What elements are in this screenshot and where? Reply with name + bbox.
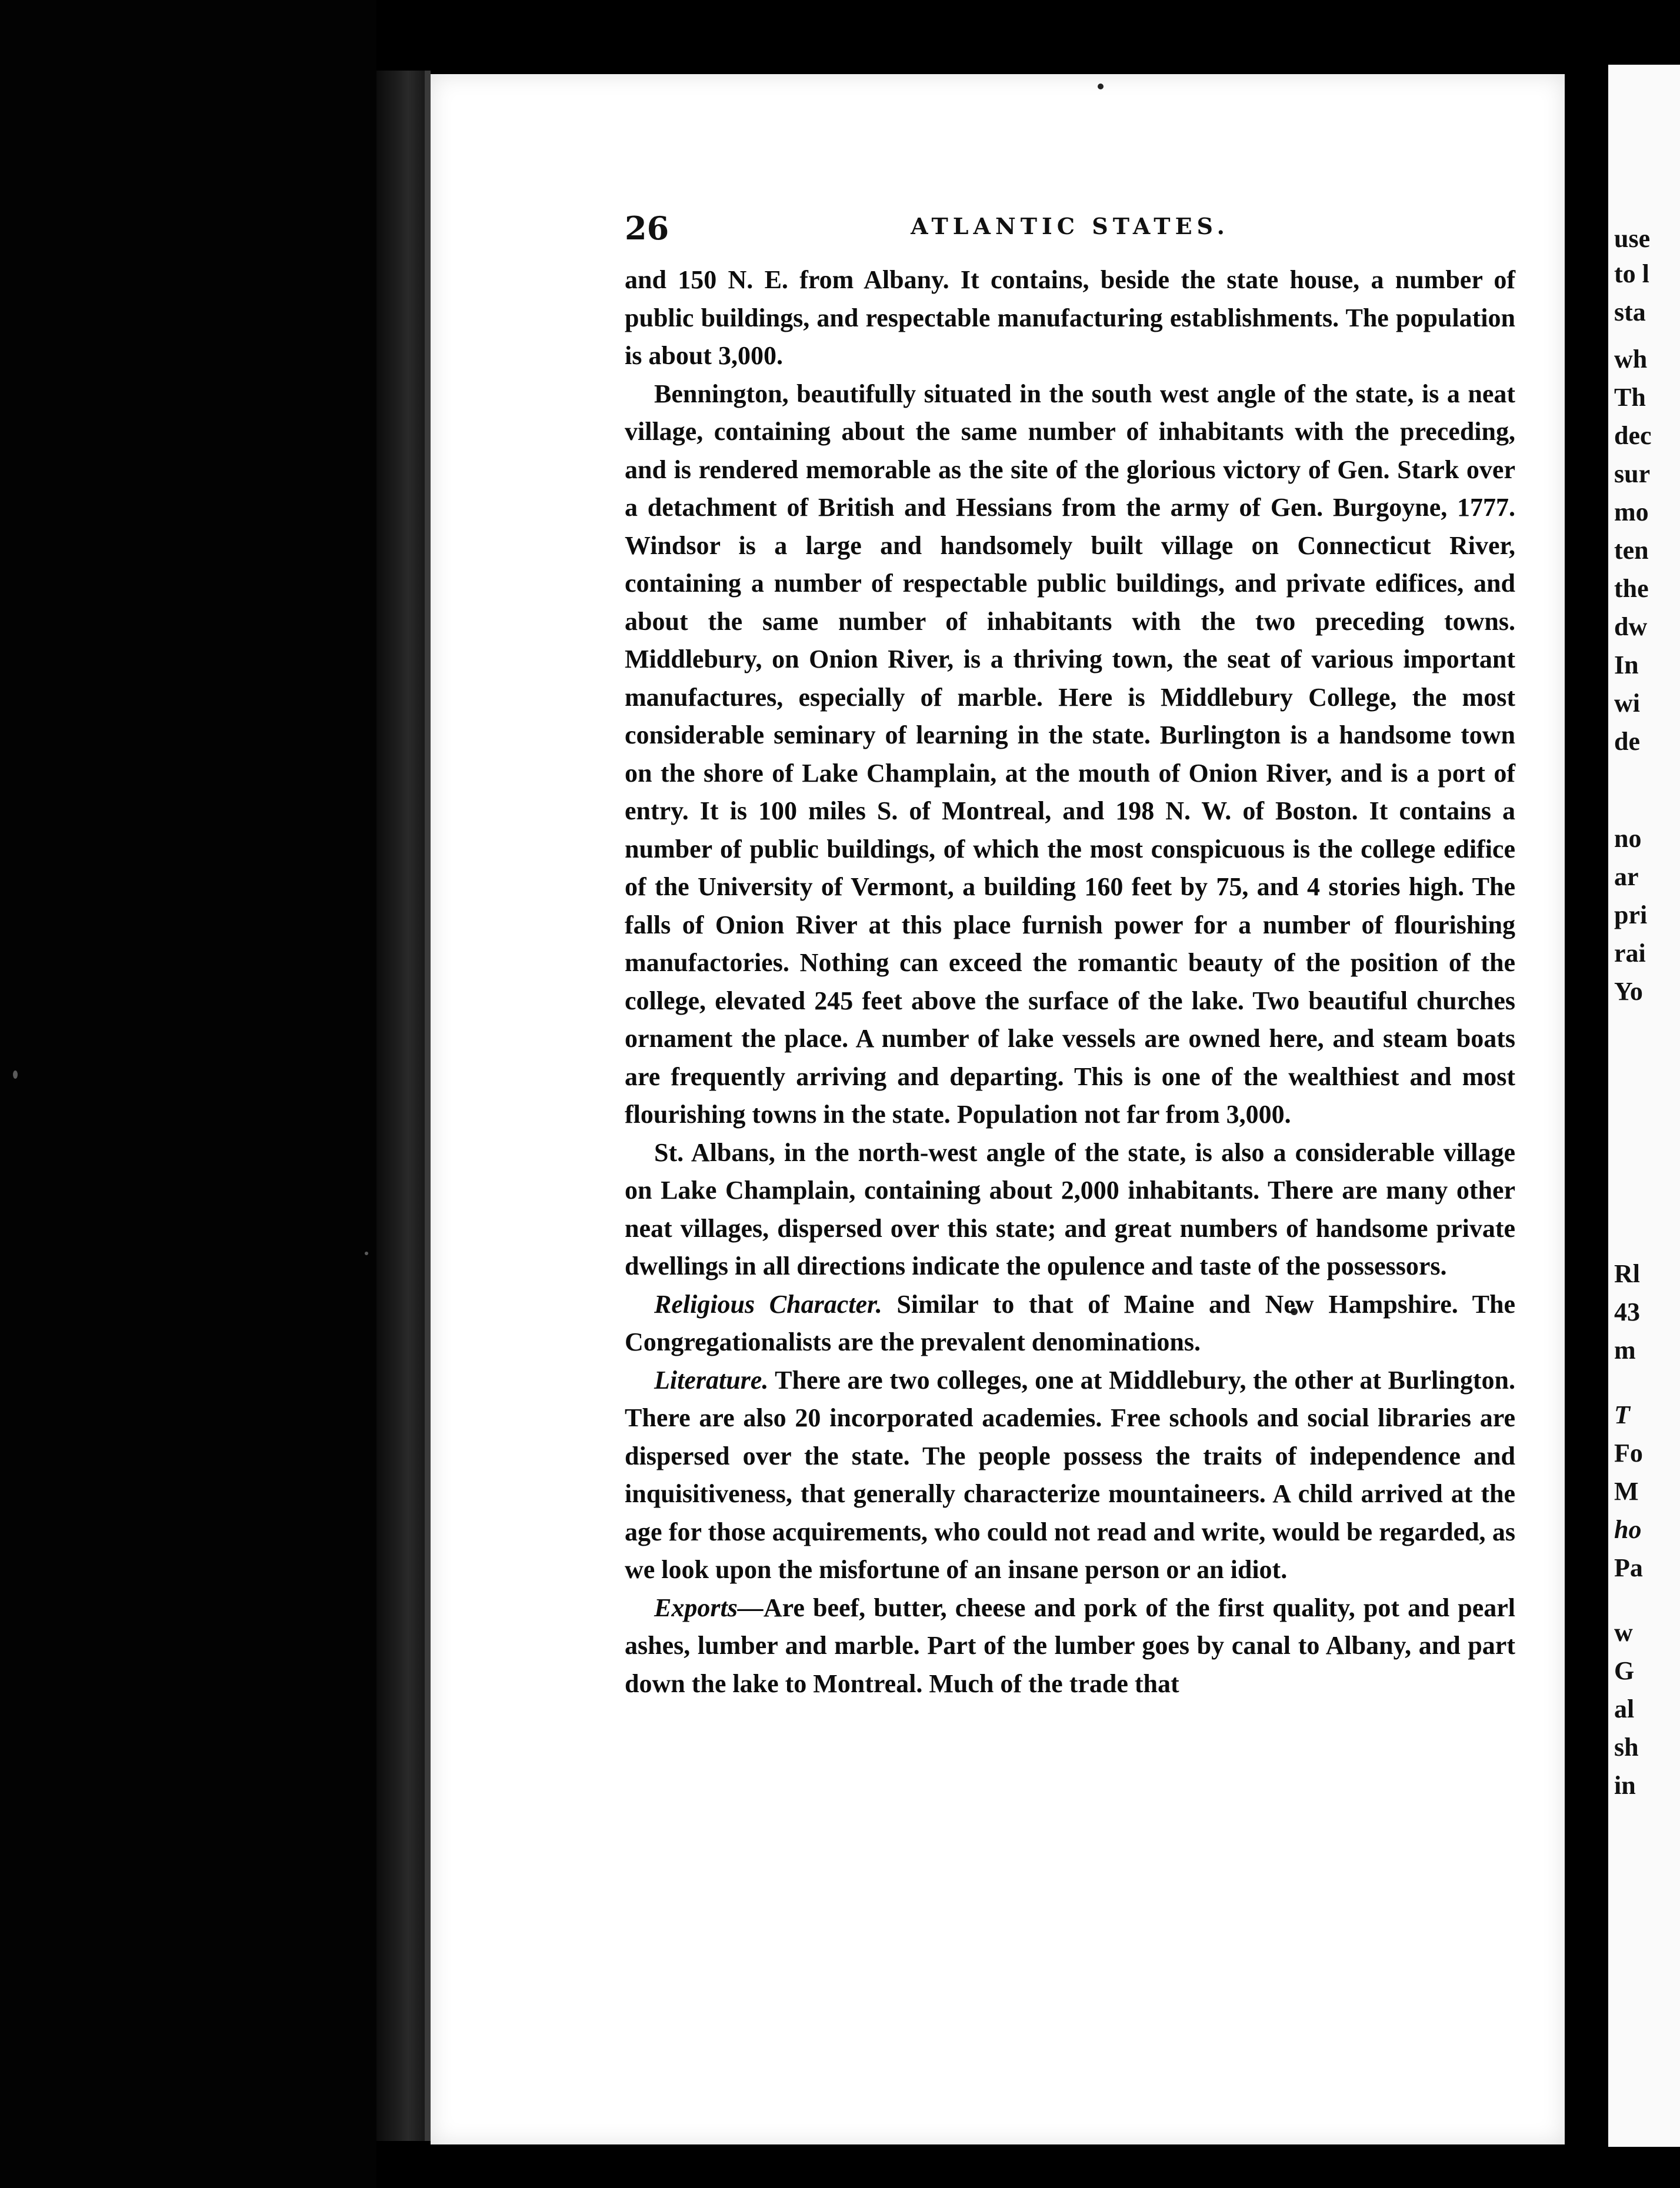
next-page-fragment: de: [1614, 727, 1640, 756]
paragraph: [625, 1589, 1515, 1703]
page-top-shadow: [431, 65, 1565, 74]
page-number: 26: [625, 209, 669, 247]
next-page-fragment: in: [1614, 1771, 1636, 1800]
next-page-fragment: w: [1614, 1618, 1633, 1647]
book-page: [431, 74, 1565, 2144]
next-page-fragment: dw: [1614, 612, 1648, 641]
ink-mark: [1098, 84, 1104, 89]
next-page-fragment: G: [1614, 1656, 1635, 1685]
next-page-fragment: 43: [1614, 1298, 1640, 1326]
next-page-fragment: Th: [1614, 383, 1646, 412]
next-page-fragment: M: [1614, 1477, 1639, 1506]
section-heading: Exports—: [654, 1593, 764, 1622]
next-page-fragment: dec: [1614, 421, 1652, 450]
next-page-fragment: Rl: [1614, 1259, 1640, 1288]
paragraph: [625, 261, 1515, 375]
page-content: [625, 209, 1515, 1703]
microfilm-left-margin: [0, 0, 376, 2188]
next-page-fragment: m: [1614, 1336, 1636, 1365]
next-page-fragment: use: [1614, 224, 1651, 253]
running-head: [625, 209, 1515, 256]
paragraph: [625, 1362, 1515, 1589]
next-page-fragment: wh: [1614, 345, 1648, 373]
next-page-fragment: wi: [1614, 689, 1640, 718]
paragraph-text: and 150 N. E. from Albany. It contains, beside the state house, a number of public buildings, and respectable manufacturing establishments. The population is about 3,000.: [625, 265, 1515, 370]
film-speck: [13, 1070, 18, 1079]
next-page-fragment: Fo: [1614, 1439, 1643, 1467]
next-page-fragment: ten: [1614, 536, 1649, 565]
next-page-fragment: Yo: [1614, 977, 1643, 1006]
next-page-fragment: sta: [1614, 298, 1646, 326]
paragraph-text: Similar to that of Maine and New Hampshire. The Congregationalists are the prevalent denominations.: [625, 1289, 1515, 1356]
running-head-title: ATLANTIC STATES.: [911, 213, 1229, 239]
next-page-fragment: rai: [1614, 939, 1646, 968]
next-page-fragment: Pa: [1614, 1553, 1643, 1582]
next-page-fragment: ar: [1614, 862, 1639, 891]
body-text: [625, 261, 1515, 1703]
next-page-fragment: ho: [1614, 1515, 1642, 1544]
paragraph-text: Bennington, beautifully situated in the south west angle of the state, is a neat village, containing about the same number of inhabitants with the preceding, and is rendered memorable as the site of the glorious victory of Gen. Stark over a detachment of British and Hessians from the army of Gen. Burgoyne, 1777. Windsor is a large and handsomely built village on Connecticut River, containing a number of respectable public buildings, and private edifices, and about the same number of inhabitants with the two preceding towns. Middlebury, on Onion River, is a thriving town, the seat of various important manufactures, especially of marble. Here is Middlebury College, the most considerable seminary of learning in the state. Burlington is a handsome town on the shore of Lake Champlain, at the mouth of Onion River, and is a port of entry. It is 100 miles S. of Montreal, and 198 N. W. of Boston. It contains a number of public buildings, of which the most conspicuous is the college edifice of the University of Vermont, a building 160 feet by 75, and 4 stories high. The falls of Onion River at this place furnish power for a number of flourishing manufactories. Nothing can exceed the romantic beauty of the position of the college, elevated 245 feet above the surface of the lake. Two beautiful churches ornament the place. A number of lake vessels are owned here, and steam boats are frequently arriving and departing. This is one of the wealthiest and most flourishing towns in the state. Population not far from 3,000.: [625, 379, 1515, 1129]
next-page-fragment: to l: [1614, 259, 1649, 288]
next-page-fragment: no: [1614, 824, 1642, 853]
section-heading: Literature.: [654, 1365, 769, 1395]
next-page-fragment: al: [1614, 1695, 1635, 1723]
paragraph: [625, 1286, 1515, 1362]
film-speck: [365, 1252, 368, 1255]
paragraph-text: St. Albans, in the north-west angle of the state, is also a considerable village on Lake Champlain, containing about 2,000 inhabitants. There are many other neat villages, dispersed over this state; and great numbers of handsome private dwellings in all directions indicate the opulence and taste of the possessors.: [625, 1138, 1515, 1280]
next-page-fragment: mo: [1614, 498, 1649, 526]
paragraph-text: There are two colleges, one at Middlebury, the other at Burlington. There are also 20 incorporated academies. Free schools and social libraries are dispersed over the state. The people possess the traits of independence and inquisitiveness, that generally characterize mountaineers. A child arrived at the age for those acquirements, who could not read and write, would be regarded, as we look upon the misfortune of an insane person or an idiot.: [625, 1365, 1515, 1584]
next-page-edge: [1608, 65, 1680, 2147]
page-gutter: [1565, 0, 1608, 2188]
next-page-fragment: sh: [1614, 1733, 1639, 1762]
next-page-fragment: pri: [1614, 900, 1648, 929]
page-binding: [376, 71, 429, 2141]
paragraph-text: Are beef, butter, cheese and pork of the first quality, pot and pearl ashes, lumber and marble. Part of the lumber goes by canal to Albany, and part down the lake to Montreal. Much of the trade that: [625, 1593, 1515, 1698]
next-page-fragment: In: [1614, 651, 1639, 679]
paragraph: [625, 1134, 1515, 1286]
next-page-fragment: the: [1614, 574, 1649, 603]
next-page-fragment: T: [1614, 1400, 1630, 1429]
section-heading: Religious Character.: [654, 1289, 882, 1319]
paragraph: [625, 375, 1515, 1134]
page-binding-edge: [425, 71, 431, 2141]
next-page-fragment: sur: [1614, 459, 1651, 488]
